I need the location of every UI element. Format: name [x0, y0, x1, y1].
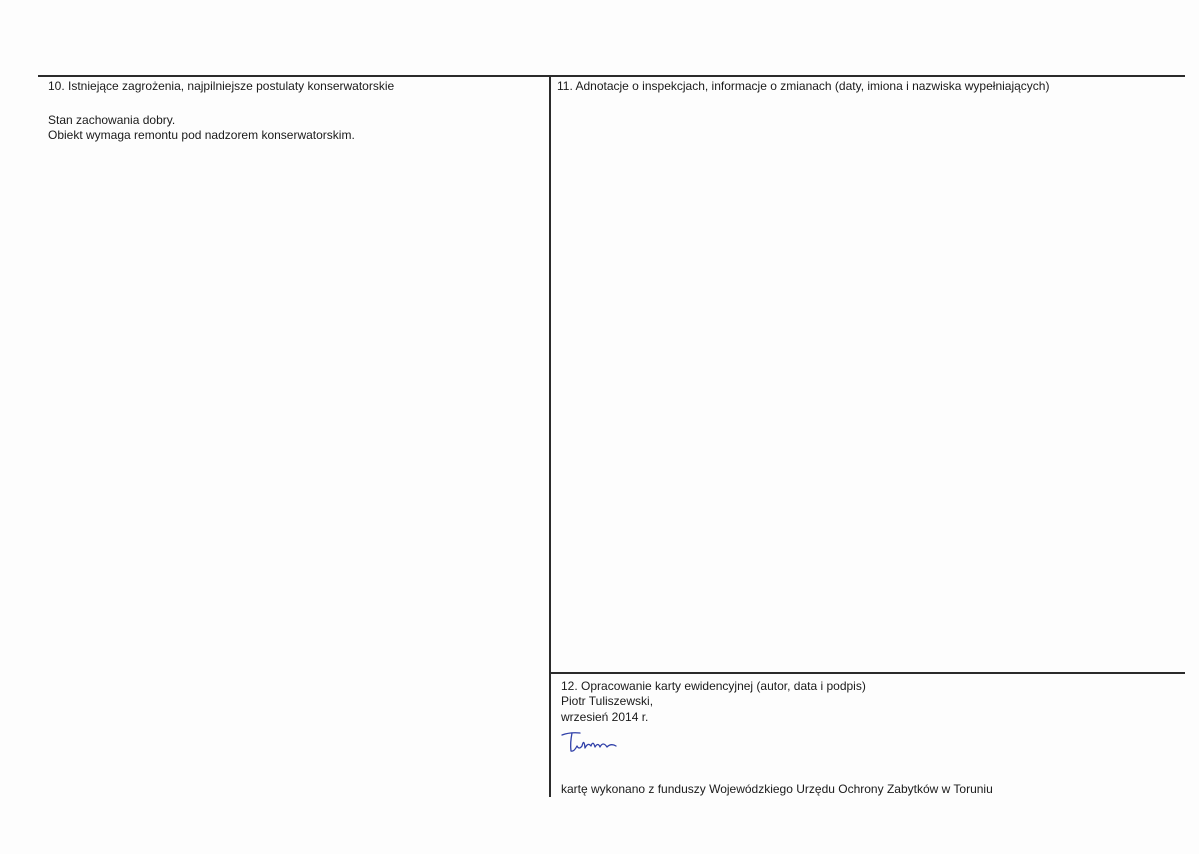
column-divider: [549, 75, 551, 797]
section-11-heading: 11. Adnotacje o inspekcjach, informacje o zmianach (daty, imiona i nazwiska wypełniających): [557, 79, 1050, 93]
handwritten-signature: [560, 728, 630, 754]
author-name: Piotr Tuliszewski,: [561, 694, 654, 708]
funding-note: kartę wykonano z funduszy Wojewódzkiego Urzędu Ochrony Zabytków w Toruniu: [561, 782, 993, 796]
section-12-heading: 12. Opracowanie karty ewidencyjnej (autor, data i podpis): [561, 679, 866, 693]
section-10-heading: 10. Istniejące zagrożenia, najpilniejsze postulaty konserwatorskie: [48, 79, 395, 93]
top-rule: [38, 75, 1185, 77]
author-date: wrzesień 2014 r.: [561, 710, 649, 724]
condition-text: Stan zachowania dobry.: [48, 113, 176, 127]
section-12-rule: [551, 672, 1185, 674]
repair-text: Obiekt wymaga remontu pod nadzorem konserwatorskim.: [48, 128, 355, 142]
